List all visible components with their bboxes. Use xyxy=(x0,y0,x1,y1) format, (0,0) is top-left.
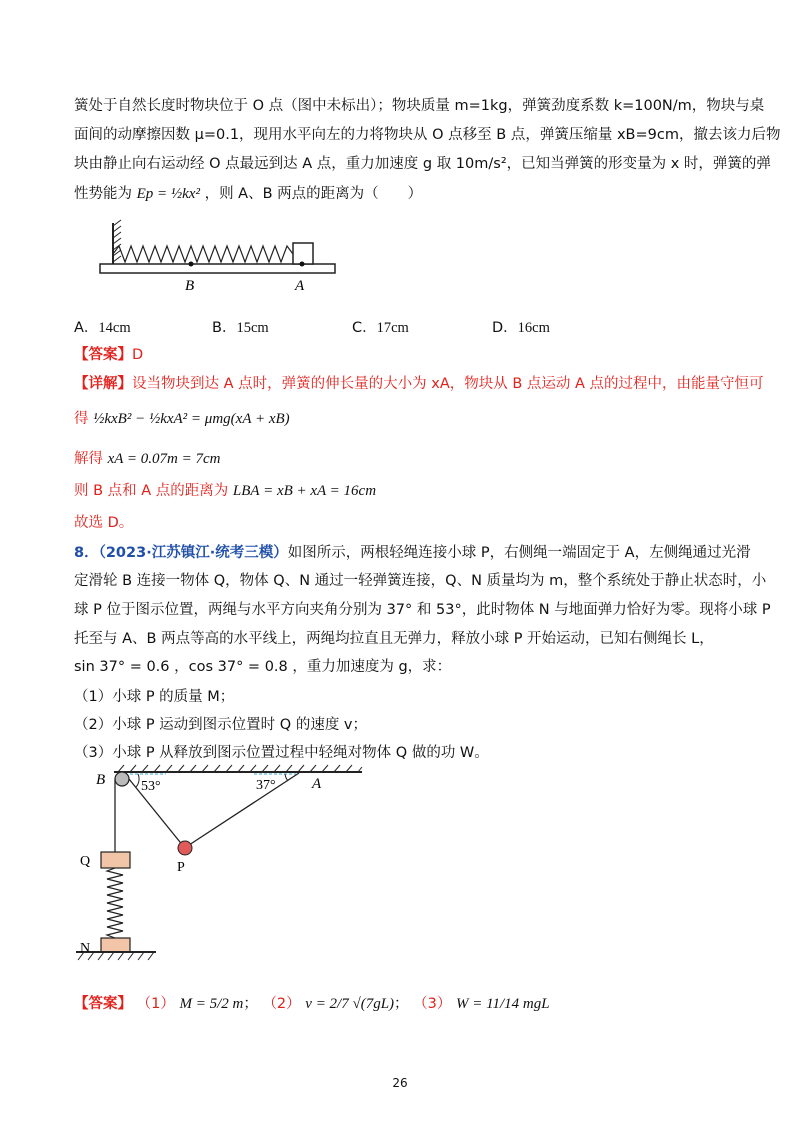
p8-source: （2023·江苏镇江·统考三模） xyxy=(98,545,288,561)
label-a-anchor: A xyxy=(312,776,322,792)
p8-answer1: M = 5/2 m xyxy=(179,996,244,1012)
p7-solve xyxy=(74,449,220,469)
p8-line5: sin 37° = 0.6 ，cos 37° = 0.8 ，重力加速度为 g，求： xyxy=(74,659,452,675)
p8-line4: 托至与 A、B 两点等高的水平线上，两绳均拉直且无弹力，释放小球 P 开始运动，已知右侧绳长 L， xyxy=(74,631,714,647)
p8-line2: 定滑轮 B 连接一物体 Q，物体 Q、N 通过一轻弹簧连接，Q、N 质量均为 m，整个系统处于静止状态时，小 xyxy=(74,573,767,589)
p8-q2: （2）小球 P 运动到图示位置时 Q 的速度 v； xyxy=(74,717,368,733)
option-d[interactable] xyxy=(492,316,550,337)
p8-line3: 球 P 位于图示位置，两绳与水平方向夹角分别为 37° 和 53°，此时物体 N 与地面弹力恰好为零。现将小球 P xyxy=(74,602,771,618)
p7-line3: 块由静止向右运动经 O 点最远到达 A 点，重力加速度 g 取 10m/s²，已知当弹簧的形变量为 x 时，弹簧的弹 xyxy=(74,156,771,172)
p7-line4-pre: 性势能为 xyxy=(74,186,132,202)
p8-answer-tag: 【答案】 xyxy=(74,996,132,1012)
option-c-value: 17cm xyxy=(376,320,409,336)
label-37: 37° xyxy=(256,778,276,793)
p7-answer xyxy=(74,345,143,365)
detail-line1-text: 设当物块到达 A 点时，弹簧的伸长量的大小为 xA，物块从 B 点运动 A 点的过程中，由能量守恒可 xyxy=(132,376,764,392)
detail-tag: 【详解】 xyxy=(74,376,132,392)
page-number: 26 xyxy=(392,1076,408,1090)
p8-answer1-idx: （1） xyxy=(136,996,175,1012)
p8-answer: 【答案】 （1） M = 5/2 m； （2） v = 2/7 √(7gL)； （3） W = 11/14 mgL xyxy=(74,996,550,1012)
option-d-value: 16cm xyxy=(517,320,550,336)
distance-pre: 则 B 点和 A 点的距离为 xyxy=(74,483,229,499)
block-q xyxy=(101,852,130,868)
p7-line2: 面间的动摩擦因数 μ=0.1，现用水平向左的力将物块从 O 点移至 B 点，弹簧压缩量 xB=9cm，撤去该力后物 xyxy=(74,127,781,143)
p7-line4-formula: Ep = ½kx² xyxy=(136,186,200,202)
answer-value: D xyxy=(132,347,144,363)
detail-line2-pre: 得 xyxy=(74,411,89,427)
p7-distance xyxy=(74,481,376,501)
p7-detail-line2 xyxy=(74,409,290,429)
solve-pre: 解得 xyxy=(74,451,103,467)
spring-block-figure xyxy=(95,218,340,294)
pulley-spring-figure xyxy=(74,762,364,972)
block-n xyxy=(101,938,130,952)
label-53: 53° xyxy=(141,779,161,794)
p7-line4 xyxy=(74,184,422,204)
option-c[interactable] xyxy=(352,316,409,337)
label-a: A xyxy=(295,278,305,294)
energy-equation: ½kxB² − ½kxA² = μmg(xA + xB) xyxy=(93,411,290,427)
pulley xyxy=(115,772,129,786)
p7-line4-post: ，则 A、B 两点的距离为（ ） xyxy=(204,186,423,202)
point-b xyxy=(189,262,194,267)
option-a-value: 14cm xyxy=(98,320,131,336)
p8-answer3-idx: （3） xyxy=(413,996,452,1012)
p7-line1: 簧处于自然长度时物块位于 O 点（图中未标出）；物块质量 m=1kg，弹簧劲度系数 k=100N/m，物块与桌 xyxy=(74,98,765,114)
answer-tag: 【答案】 xyxy=(74,347,132,363)
label-b-pulley: B xyxy=(96,772,106,788)
p8-number: 8． xyxy=(74,545,99,561)
option-b-letter: B． xyxy=(212,320,237,336)
option-a[interactable] xyxy=(74,316,131,337)
p8-answer3: W = 11/14 mgL xyxy=(456,996,550,1012)
p8-answer2-idx: （2） xyxy=(262,996,301,1012)
option-a-letter: A． xyxy=(74,320,99,336)
label-p: P xyxy=(177,860,185,875)
label-q: Q xyxy=(80,854,91,869)
p7-conclusion: 故选 D。 xyxy=(74,515,134,531)
label-b: B xyxy=(185,278,195,294)
solve-formula: xA = 0.07m = 7cm xyxy=(107,451,221,467)
option-c-letter: C． xyxy=(352,320,377,336)
option-d-letter: D． xyxy=(492,320,518,336)
p8-q1: （1）小球 P 的质量 M； xyxy=(74,689,235,705)
label-n: N xyxy=(80,941,91,956)
p8-q3: （3）小球 P 从释放到图示位置过程中轻绳对物体 Q 做的功 W。 xyxy=(74,745,489,761)
option-b-value: 15cm xyxy=(236,320,269,336)
p7-detail-line1 xyxy=(74,374,764,394)
ball-p xyxy=(178,841,192,855)
point-a xyxy=(300,262,305,267)
option-b[interactable] xyxy=(212,316,269,337)
distance-formula: LBA = xB + xA = 16cm xyxy=(232,483,377,499)
p8-line1-text: 如图所示，两根轻绳连接小球 P，右侧绳一端固定于 A，左侧绳通过光滑 xyxy=(287,545,751,561)
p8-answer2: v = 2/7 √(7gL) xyxy=(305,996,395,1012)
p8-line1 xyxy=(74,543,751,563)
